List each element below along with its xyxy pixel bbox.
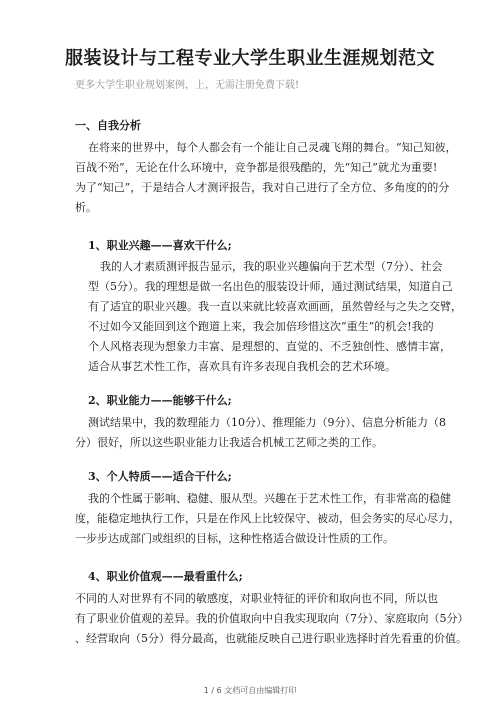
paragraph-line: 、经营取向（5分）得分最高，也就能反映自己进行职业选择时首先看重的价值。 — [75, 632, 467, 645]
paragraph-line: 分）很好，所以这些职业能力让我适合机械工艺师之类的工作。 — [75, 436, 383, 449]
document-subtitle: 更多大学生职业规划案例，上，无需注册免费下载! — [75, 80, 300, 91]
page-footer: 1 / 6 文档可自由编辑打印 — [203, 686, 297, 695]
paragraph-line: 适合从事艺术性工作，喜欢具有许多表现自我机会的艺术环境。 — [88, 360, 396, 373]
paragraph-line: 我的个性属于影响、稳健、服从型。兴趣在于艺术性工作，有非常高的稳健 — [88, 492, 451, 505]
section-heading-ability: 2、职业能力——能够干什么; — [88, 394, 232, 407]
section-heading-self-analysis: 一、自我分析 — [75, 119, 141, 132]
section-heading-values: 4、职业价值观——最看重什么; — [88, 570, 243, 583]
paragraph-line: 测试结果中，我的数理能力（10分）、推理能力（9分）、信息分析能力（8 — [88, 416, 446, 429]
paragraph-line: 型（5分）。我的理想是做一名出色的服装设计师，通过测试结果，知道自己 — [88, 280, 453, 293]
paragraph-line: 度，能稳定地执行工作，只是在作风上比较保守、被动，但会务实的尽心尽力， — [75, 512, 460, 525]
paragraph-line: 个人风格表现为想象力丰富、是理想的、直觉的、不乏独创性、感情丰富， — [88, 340, 451, 353]
paragraph-line: 一步步达成部门或组织的目标，这种性格适合做设计性质的工作。 — [75, 532, 394, 545]
document-title: 服装设计与工程专业大学生职业生涯规划范文 — [65, 48, 435, 69]
paragraph-line: 我的人才素质测评报告显示，我的职业兴趣偏向于艺术型（7分）、社会 — [100, 260, 443, 273]
paragraph-line: 为了“知己”，于是结合人才测评报告，我对自己进行了全方位、多角度的的分 — [75, 181, 450, 194]
paragraph-line: 有了适宜的职业兴趣。我一直以来就比较喜欢画画，虽然曾经与之失之交臂， — [88, 300, 462, 313]
paragraph-line: 析。 — [75, 201, 97, 214]
paragraph-line: 在将来的世界中，每个人都会有一个能让自己灵魂飞翔的舞台。“知己知彼， — [88, 141, 457, 154]
paragraph-line: 不同的人对世界有不同的敏感度，对职业特征的评价和取向也不同，所以也 — [75, 592, 438, 605]
section-heading-traits: 3、个人特质——适合干什么; — [88, 470, 232, 483]
paragraph-line: 百战不殆”，无论在什么环境中，竞争都是很残酷的，先“知己”就尤为重要! — [75, 161, 438, 174]
section-heading-interest: 1、职业兴趣——喜欢干什么; — [88, 239, 232, 252]
paragraph-line: 不过如今又能回到这个跑道上来，我会加倍珍惜这次“重生”的机会!我的 — [88, 320, 434, 333]
paragraph-line: 有了职业价值观的差异。我的价值取向中自我实现取向（7分）、家庭取向（5分） — [75, 612, 469, 625]
